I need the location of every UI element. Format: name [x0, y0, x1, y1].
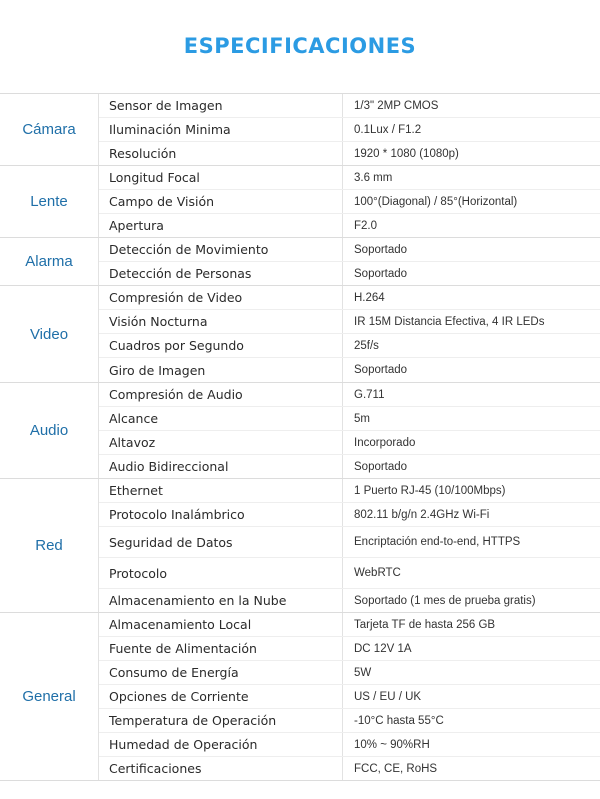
spec-row: [99, 261, 600, 285]
spec-row: [99, 660, 600, 684]
spec-value: 1/3" 2MP CMOS: [342, 94, 600, 117]
spec-value: Soportado: [342, 262, 600, 285]
spec-row: [99, 406, 600, 430]
spec-value: US / EU / UK: [342, 685, 600, 708]
spec-label: Humedad de Operación: [109, 737, 258, 752]
spec-label: Temperatura de Operación: [109, 713, 277, 728]
spec-value: F2.0: [342, 214, 600, 237]
spec-row: [99, 430, 600, 454]
spec-row: [99, 117, 600, 141]
spec-value: DC 12V 1A: [342, 637, 600, 660]
spec-value: Soportado: [342, 455, 600, 478]
spec-row: [99, 588, 600, 612]
spec-value: G.711: [342, 383, 600, 406]
spec-value: 1920 * 1080 (1080p): [342, 142, 600, 165]
spec-label: Opciones de Corriente: [109, 689, 249, 704]
spec-label: Apertura: [109, 218, 164, 233]
spec-value: 802.11 b/g/n 2.4GHz Wi-Fi: [342, 503, 600, 526]
spec-value: FCC, CE, RoHS: [342, 757, 600, 780]
spec-value: Soportado (1 mes de prueba gratis): [342, 589, 600, 612]
spec-value: -10°C hasta 55°C: [342, 709, 600, 732]
spec-value: 25f/s: [342, 334, 600, 357]
spec-row: [99, 94, 600, 117]
spec-table: [0, 93, 600, 781]
spec-value: 5m: [342, 407, 600, 430]
spec-label: Consumo de Energía: [109, 665, 239, 680]
spec-row: [99, 613, 600, 636]
spec-row: [99, 732, 600, 756]
spec-value: H.264: [342, 286, 600, 309]
spec-label: Iluminación Minima: [109, 122, 231, 137]
category-label: General: [22, 688, 76, 705]
spec-row: [99, 309, 600, 333]
group-video: [0, 285, 600, 382]
spec-label: Almacenamiento en la Nube: [109, 593, 287, 608]
spec-label: Almacenamiento Local: [109, 617, 252, 632]
spec-label: Alcance: [109, 411, 159, 426]
category-label: Cámara: [22, 121, 76, 138]
spec-row: [99, 166, 600, 189]
spec-label: Detección de Movimiento: [109, 242, 269, 257]
spec-value: 100°(Diagonal) / 85°(Horizontal): [342, 190, 600, 213]
spec-row: [99, 502, 600, 526]
spec-row: [99, 684, 600, 708]
spec-row: [99, 333, 600, 357]
category-label: Red: [35, 537, 63, 554]
category-label: Video: [29, 325, 69, 343]
spec-label: Altavoz: [109, 435, 156, 450]
spec-row: [99, 213, 600, 237]
spec-value: Tarjeta TF de hasta 256 GB: [342, 613, 600, 636]
group-camara: [0, 93, 600, 165]
spec-row: [99, 383, 600, 406]
spec-label: Sensor de Imagen: [109, 98, 223, 113]
spec-row: [99, 756, 600, 780]
spec-label: Cuadros por Segundo: [109, 338, 244, 353]
spec-value: Soportado: [342, 238, 600, 261]
spec-row: [99, 636, 600, 660]
spec-label: Fuente de Alimentación: [109, 641, 257, 656]
category-label: Alarma: [25, 253, 73, 270]
spec-label: Resolución: [109, 146, 177, 161]
group-red: [0, 478, 600, 612]
category-label: Audio: [29, 422, 69, 439]
spec-row: [99, 454, 600, 478]
spec-label: Detección de Personas: [109, 266, 252, 281]
spec-value: 5W: [342, 661, 600, 684]
group-alarma: [0, 237, 600, 285]
spec-row: [99, 526, 600, 557]
spec-label: Ethernet: [109, 483, 163, 498]
spec-value: 3.6 mm: [342, 166, 600, 189]
page-title: ESPECIFICACIONES: [183, 34, 417, 58]
spec-value: 1 Puerto RJ-45 (10/100Mbps): [342, 479, 600, 502]
spec-row: [99, 357, 600, 382]
spec-value: 10% ~ 90%RH: [342, 733, 600, 756]
spec-row: [99, 557, 600, 588]
spec-value: Encriptación end-to-end, HTTPS: [342, 527, 600, 557]
spec-label: Compresión de Audio: [109, 387, 243, 402]
group-audio: [0, 382, 600, 478]
spec-label: Audio Bidireccional: [109, 459, 229, 474]
spec-row: [99, 141, 600, 165]
spec-label: Longitud Focal: [109, 170, 200, 185]
spec-label: Protocolo Inalámbrico: [109, 507, 245, 522]
spec-label: Certificaciones: [109, 761, 202, 776]
spec-label: Campo de Visión: [109, 194, 215, 209]
spec-value: Incorporado: [342, 431, 600, 454]
spec-row: [99, 708, 600, 732]
group-general: [0, 612, 600, 781]
spec-label: Giro de Imagen: [109, 362, 206, 378]
spec-label: Protocolo: [109, 565, 168, 581]
category-label: Lente: [30, 193, 68, 210]
spec-label: Compresión de Video: [109, 290, 243, 305]
group-lente: [0, 165, 600, 237]
spec-label: Visión Nocturna: [109, 314, 208, 329]
spec-value: 0.1Lux / F1.2: [342, 118, 600, 141]
spec-row: [99, 238, 600, 261]
spec-row: [99, 189, 600, 213]
spec-value: IR 15M Distancia Efectiva, 4 IR LEDs: [342, 310, 600, 333]
spec-label: Seguridad de Datos: [109, 534, 233, 550]
spec-row: [99, 479, 600, 502]
spec-value: WebRTC: [342, 558, 600, 588]
spec-row: [99, 286, 600, 309]
spec-value: Soportado: [342, 358, 600, 382]
